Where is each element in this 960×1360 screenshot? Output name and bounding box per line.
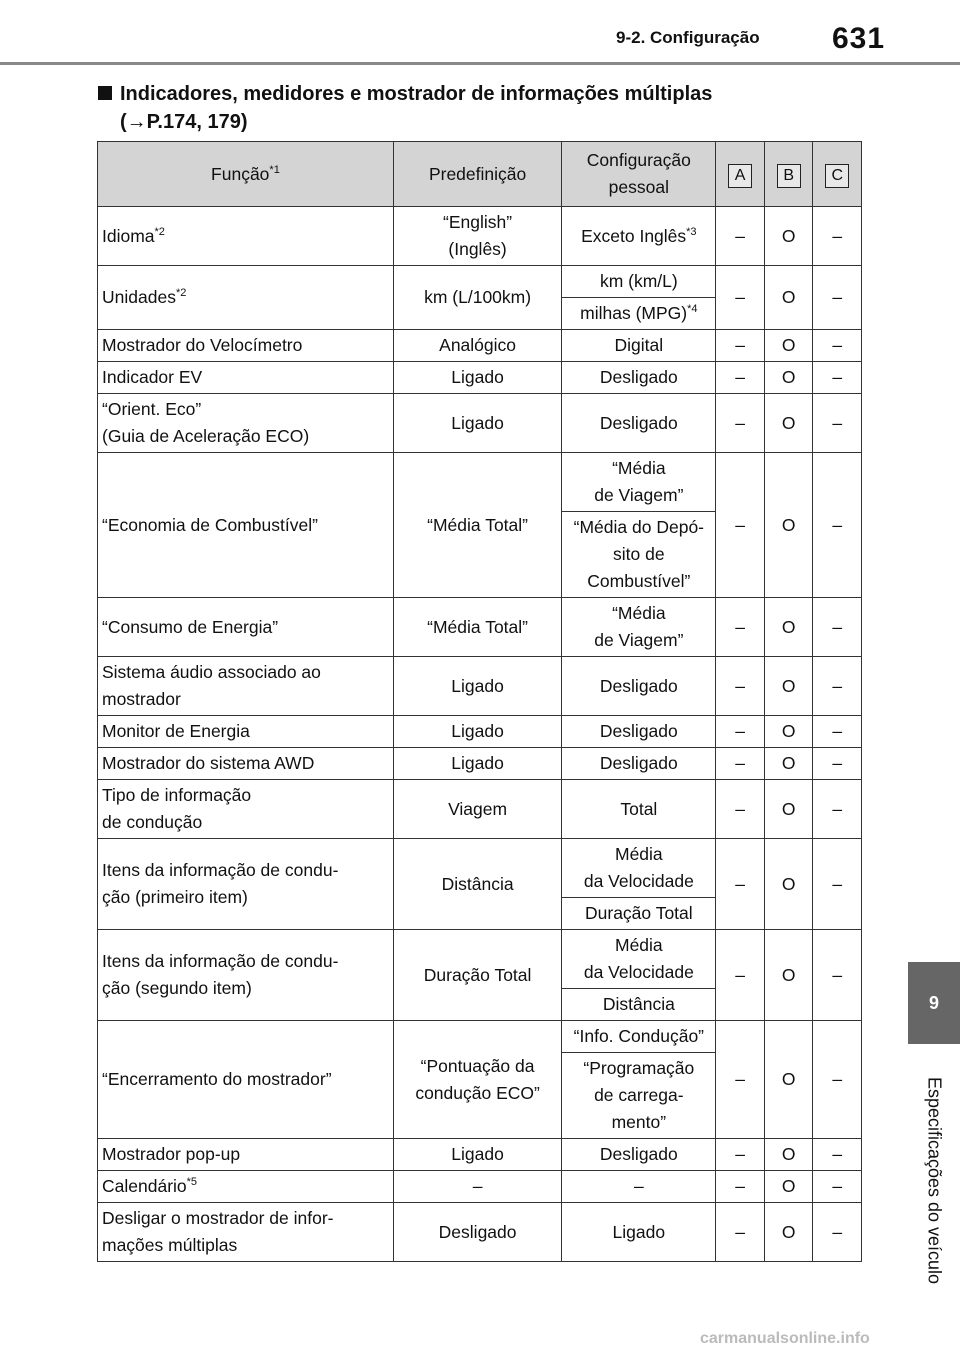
section-title: 9-2. Configuração <box>616 28 760 47</box>
table-cell: “Média de Viagem” <box>562 598 716 657</box>
header-rule <box>0 62 960 65</box>
setting-mark-cell: O <box>764 207 813 266</box>
setting-mark-cell: – <box>813 266 862 330</box>
bullet-square-icon <box>98 86 112 100</box>
table-cell: – <box>393 1171 561 1203</box>
setting-mark-cell: – <box>716 1171 765 1203</box>
setting-mark-cell: O <box>764 1171 813 1203</box>
setting-mark-cell: – <box>716 1021 765 1139</box>
header-a: A <box>716 142 765 207</box>
setting-mark-cell: – <box>813 748 862 780</box>
table-cell: Distância <box>393 839 561 930</box>
table-cell: Total <box>562 780 716 839</box>
table-cell: Ligado <box>562 1203 716 1262</box>
settings-table <box>97 141 862 1262</box>
setting-mark-cell: – <box>813 598 862 657</box>
table-header-row <box>98 142 862 207</box>
setting-mark-cell: – <box>716 394 765 453</box>
table-cell: Exceto Inglês$^{*3}$ <box>562 207 716 266</box>
table-row <box>98 748 862 780</box>
table-row <box>98 453 862 512</box>
table-cell: “Economia de Combustível” <box>98 453 394 598</box>
table-cell: Monitor de Energia <box>98 716 394 748</box>
table-row <box>98 1139 862 1171</box>
setting-mark-cell: O <box>764 839 813 930</box>
table-cell: km (L/100km) <box>393 266 561 330</box>
setting-mark-cell: O <box>764 930 813 1021</box>
table-row <box>98 1171 862 1203</box>
table-cell: “Média Total” <box>393 453 561 598</box>
table-row <box>98 1021 862 1053</box>
table-cell: Ligado <box>393 716 561 748</box>
table-cell: Viagem <box>393 780 561 839</box>
table-cell: “Encerramento do mostrador” <box>98 1021 394 1139</box>
table-cell: Desligado <box>562 1139 716 1171</box>
setting-mark-cell: – <box>813 930 862 1021</box>
table-row <box>98 1203 862 1262</box>
table-cell: milhas (MPG)$^{*4}$ <box>562 298 716 330</box>
table-row <box>98 930 862 989</box>
setting-mark-cell: – <box>716 839 765 930</box>
table-row <box>98 780 862 839</box>
setting-mark-cell: O <box>764 598 813 657</box>
setting-mark-cell: – <box>716 207 765 266</box>
setting-mark-cell: – <box>813 330 862 362</box>
header-default: Predefinição <box>393 142 561 207</box>
table-cell: Unidades$^{*2}$ <box>98 266 394 330</box>
setting-mark-cell: – <box>716 362 765 394</box>
table-cell: Ligado <box>393 1139 561 1171</box>
table-cell: Idioma$^{*2}$ <box>98 207 394 266</box>
section-heading <box>98 80 858 136</box>
setting-mark-cell: O <box>764 780 813 839</box>
setting-mark-cell: O <box>764 330 813 362</box>
table-cell: Duração Total <box>393 930 561 1021</box>
setting-mark-cell: – <box>716 598 765 657</box>
setting-mark-cell: – <box>813 716 862 748</box>
table-row <box>98 362 862 394</box>
header-c: C <box>813 142 862 207</box>
setting-mark-cell: O <box>764 748 813 780</box>
table-row <box>98 207 862 266</box>
setting-mark-cell: – <box>813 394 862 453</box>
table-cell: Digital <box>562 330 716 362</box>
table-cell: km (km/L) <box>562 266 716 298</box>
table-row <box>98 330 862 362</box>
setting-mark-cell: – <box>813 1021 862 1139</box>
setting-mark-cell: – <box>813 1171 862 1203</box>
table-cell: Desligado <box>562 394 716 453</box>
table-cell: Itens da informação de condu- ção (segundo item) <box>98 930 394 1021</box>
table-cell: – <box>562 1171 716 1203</box>
setting-mark-cell: – <box>716 1139 765 1171</box>
table-cell: Desligado <box>562 362 716 394</box>
table-cell: Mostrador do sistema AWD <box>98 748 394 780</box>
table-cell: Desligado <box>562 716 716 748</box>
table-row <box>98 266 862 298</box>
table-cell: “Programação de carrega- mento” <box>562 1053 716 1139</box>
table-cell: Desligado <box>562 748 716 780</box>
setting-mark-cell: O <box>764 362 813 394</box>
heading-line-1: Indicadores, medidores e mostrador de informações múltiplas <box>120 83 713 105</box>
table-cell: “Média Total” <box>393 598 561 657</box>
table-cell: “Pontuação da condução ECO” <box>393 1021 561 1139</box>
setting-mark-cell: – <box>716 1203 765 1262</box>
chapter-label <box>912 1054 952 1314</box>
table-cell: “Consumo de Energia” <box>98 598 394 657</box>
table-cell: “Info. Condução” <box>562 1021 716 1053</box>
chapter-title: Especificações do veículo <box>924 1076 945 1285</box>
table-cell: “Média do Depó- sito de Combustível” <box>562 512 716 598</box>
heading-line-2: (→P.174, 179) <box>120 111 248 133</box>
setting-mark-cell: – <box>813 1139 862 1171</box>
setting-mark-cell: – <box>716 748 765 780</box>
table-cell: “Média de Viagem” <box>562 453 716 512</box>
setting-mark-cell: – <box>813 362 862 394</box>
setting-mark-cell: O <box>764 657 813 716</box>
table-cell: Desligado <box>393 1203 561 1262</box>
setting-mark-cell: O <box>764 394 813 453</box>
setting-mark-cell: – <box>813 1203 862 1262</box>
table-cell: Indicador EV <box>98 362 394 394</box>
table-cell: Ligado <box>393 657 561 716</box>
table-cell: Média da Velocidade <box>562 839 716 898</box>
setting-mark-cell: O <box>764 716 813 748</box>
setting-mark-cell: – <box>716 780 765 839</box>
page-number: 631 <box>832 22 886 55</box>
table-cell: Média da Velocidade <box>562 930 716 989</box>
watermark: carmanualsonline.info <box>700 1330 870 1347</box>
setting-mark-cell: – <box>716 266 765 330</box>
table-row <box>98 716 862 748</box>
setting-mark-cell: – <box>813 207 862 266</box>
table-cell: Calendário$^{*5}$ <box>98 1171 394 1203</box>
setting-mark-cell: – <box>716 330 765 362</box>
setting-mark-cell: – <box>716 716 765 748</box>
table-cell: Ligado <box>393 748 561 780</box>
table-cell: Mostrador do Velocímetro <box>98 330 394 362</box>
table-cell: Itens da informação de condu- ção (primeiro item) <box>98 839 394 930</box>
setting-mark-cell: – <box>813 780 862 839</box>
setting-mark-cell: – <box>813 839 862 930</box>
table-cell: Mostrador pop-up <box>98 1139 394 1171</box>
table-row <box>98 657 862 716</box>
setting-mark-cell: O <box>764 453 813 598</box>
setting-mark-cell: – <box>716 930 765 1021</box>
setting-mark-cell: O <box>764 1203 813 1262</box>
header-custom: Configuração pessoal <box>562 142 716 207</box>
header-b: B <box>764 142 813 207</box>
table-cell: Ligado <box>393 394 561 453</box>
table-cell: Duração Total <box>562 898 716 930</box>
table-cell: Ligado <box>393 362 561 394</box>
table-row <box>98 394 862 453</box>
header-function: Função$^{*1}$ <box>98 142 394 207</box>
setting-mark-cell: O <box>764 1139 813 1171</box>
table-cell: Analógico <box>393 330 561 362</box>
table-cell: Tipo de informação de condução <box>98 780 394 839</box>
table-cell: “English” (Inglês) <box>393 207 561 266</box>
setting-mark-cell: – <box>813 453 862 598</box>
table-row <box>98 598 862 657</box>
table-cell: “Orient. Eco” (Guia de Aceleração ECO) <box>98 394 394 453</box>
setting-mark-cell: – <box>716 453 765 598</box>
chapter-tab: 9 <box>908 962 960 1044</box>
setting-mark-cell: – <box>716 657 765 716</box>
setting-mark-cell: O <box>764 266 813 330</box>
table-cell: Desligado <box>562 657 716 716</box>
table-cell: Sistema áudio associado ao mostrador <box>98 657 394 716</box>
setting-mark-cell: – <box>813 657 862 716</box>
table-cell: Distância <box>562 989 716 1021</box>
table-row <box>98 839 862 898</box>
table-cell: Desligar o mostrador de infor- mações múltiplas <box>98 1203 394 1262</box>
setting-mark-cell: O <box>764 1021 813 1139</box>
